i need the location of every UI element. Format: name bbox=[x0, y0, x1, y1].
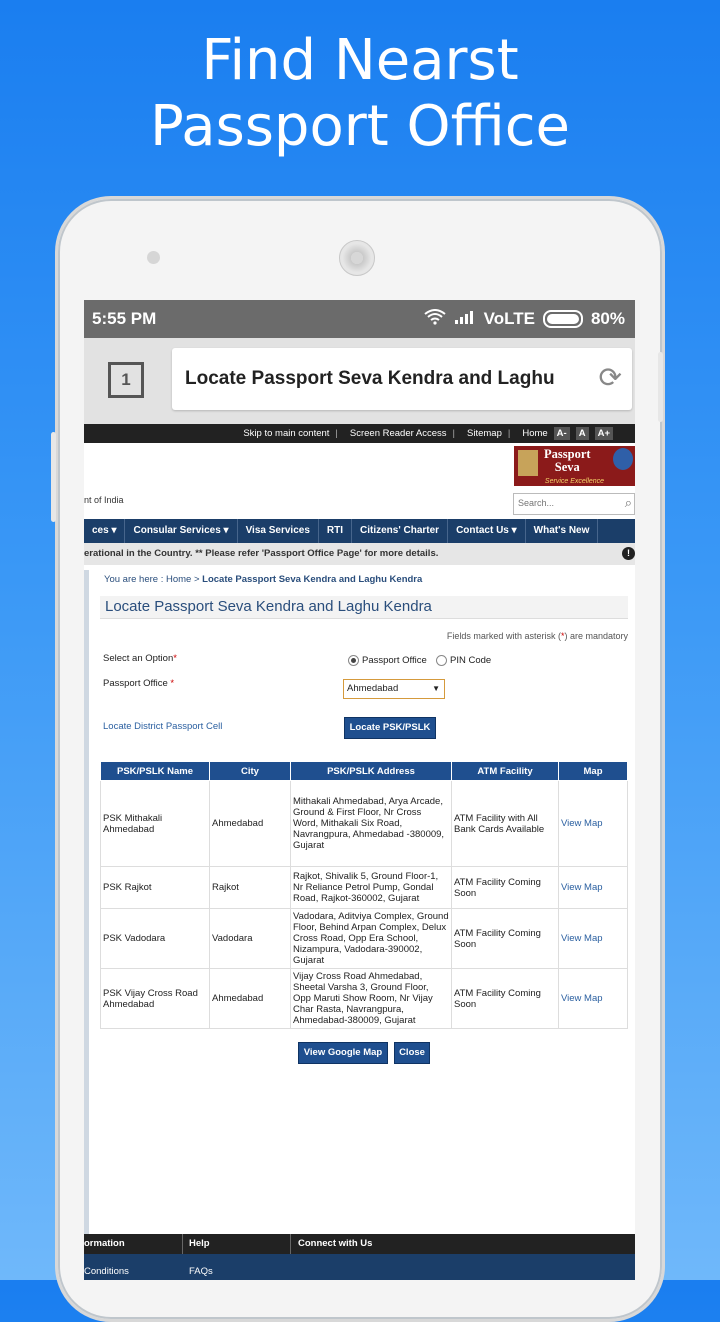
cell-city: Ahmedabad bbox=[210, 969, 291, 1029]
globe-icon bbox=[613, 448, 633, 470]
address-bar-title: Locate Passport Seva Kendra and Laghu bbox=[185, 368, 555, 389]
footer-heading-help: Help bbox=[189, 1238, 210, 1249]
mandatory-note-post: ) are mandatory bbox=[564, 631, 628, 641]
cell-address: Rajkot, Shivalik 5, Ground Floor-1, Nr Reliance Petrol Pump, Gondal Road, Rajkot-360002, Gujarat bbox=[291, 867, 452, 909]
nav-item[interactable]: RTI bbox=[319, 519, 352, 543]
status-bar bbox=[84, 300, 635, 338]
cell-name: PSK Rajkot bbox=[101, 867, 210, 909]
table-row bbox=[101, 969, 628, 1029]
cell-atm: ATM Facility with All Bank Cards Available bbox=[452, 781, 559, 867]
radio-pin-code-dot[interactable] bbox=[436, 655, 447, 666]
site-header bbox=[84, 443, 635, 519]
passport-office-select[interactable] bbox=[343, 679, 445, 699]
notice-ticker bbox=[84, 543, 635, 565]
psk-results-table bbox=[100, 761, 628, 1029]
font-increase-button[interactable]: A+ bbox=[595, 427, 613, 440]
passport-office-selected: Ahmedabad bbox=[347, 683, 399, 694]
top-utility-bar: Skip to main content | Screen Reader Access | Sitemap | Home A- A A+ bbox=[84, 424, 635, 443]
sitemap-link[interactable]: Sitemap bbox=[467, 428, 502, 439]
cell-atm: ATM Facility Coming Soon bbox=[452, 867, 559, 909]
radio-passport-office[interactable] bbox=[348, 655, 427, 666]
table-header-row bbox=[101, 762, 628, 781]
info-icon[interactable]: ! bbox=[622, 547, 635, 560]
close-button[interactable]: Close bbox=[394, 1042, 430, 1064]
wifi-icon bbox=[424, 309, 446, 330]
main-nav bbox=[84, 519, 635, 543]
promo-line-1: Find Nearst bbox=[201, 28, 519, 93]
earpiece-speaker bbox=[339, 240, 375, 276]
cell-city: Vadodara bbox=[210, 909, 291, 969]
gov-text: nt of India bbox=[84, 495, 124, 505]
cell-city: Ahmedabad bbox=[210, 781, 291, 867]
footer-headings bbox=[84, 1234, 635, 1254]
breadcrumb-prefix[interactable]: You are here : Home > bbox=[104, 574, 203, 585]
home-link[interactable]: Home bbox=[522, 428, 548, 439]
header-name: PSK/PSLK Name bbox=[101, 762, 210, 781]
screen-reader-link[interactable]: Screen Reader Access bbox=[349, 428, 447, 439]
cell-city: Rajkot bbox=[210, 867, 291, 909]
footer-links bbox=[84, 1254, 635, 1280]
cell-atm: ATM Facility Coming Soon bbox=[452, 969, 559, 1029]
font-normal-button[interactable]: A bbox=[576, 427, 589, 440]
locate-district-link[interactable]: Locate District Passport Cell bbox=[103, 721, 223, 732]
notice-text: erational in the Country. ** Please refer 'Passport Office Page' for more details. bbox=[84, 548, 439, 559]
select-option-label-text: Select an Option bbox=[103, 653, 174, 664]
footer-heading-connect: Connect with Us bbox=[298, 1238, 373, 1249]
page-title: Locate Passport Seva Kendra and Laghu Kendra bbox=[100, 596, 628, 619]
signal-icon bbox=[454, 309, 476, 329]
cell-name: PSK Vijay Cross Road Ahmedabad bbox=[101, 969, 210, 1029]
radio-pin-code[interactable] bbox=[436, 655, 491, 666]
footer-heading-information: ormation bbox=[84, 1238, 125, 1249]
address-bar[interactable] bbox=[172, 348, 632, 410]
promo-heading bbox=[0, 28, 720, 160]
table-row bbox=[101, 867, 628, 909]
logo-text bbox=[544, 448, 591, 474]
breadcrumb bbox=[100, 570, 628, 590]
asterisk: * bbox=[560, 631, 565, 641]
header-city: City bbox=[210, 762, 291, 781]
reload-icon[interactable]: ⟳ bbox=[598, 362, 622, 393]
promo-line-2: Passport Office bbox=[150, 94, 570, 159]
radio-passport-office-dot[interactable] bbox=[348, 655, 359, 666]
nav-item[interactable]: Consular Services ▾ bbox=[125, 519, 237, 543]
cell-address: Mithakali Ahmedabad, Arya Arcade, Ground & First Floor, Nr Cross Word, Mithakali Six Road, Navrangpura, Ahmedabad -380009, Gujarat bbox=[291, 781, 452, 867]
front-camera bbox=[147, 251, 160, 264]
network-type: VoLTE bbox=[483, 309, 535, 328]
passport-seva-logo[interactable] bbox=[514, 446, 635, 486]
main-content bbox=[100, 570, 628, 1064]
cell-address: Vadodara, Aditviya Complex, Ground Floor, Behind Arpan Complex, Delux Cross Road, Opp Era School, Nizampura, Vadodara-390002, Gujarat bbox=[291, 909, 452, 969]
emblem-icon bbox=[518, 450, 538, 476]
locate-form bbox=[100, 651, 628, 761]
header-address: PSK/PSLK Address bbox=[291, 762, 452, 781]
font-decrease-button[interactable]: A- bbox=[554, 427, 570, 440]
volume-button bbox=[51, 432, 56, 522]
search-input[interactable] bbox=[514, 494, 618, 512]
select-option-label: Select an Option* bbox=[103, 653, 177, 664]
nav-item[interactable]: Visa Services bbox=[238, 519, 319, 543]
tab-switcher-button[interactable]: 1 bbox=[108, 362, 144, 398]
web-page bbox=[84, 424, 635, 1280]
footer-link-faqs[interactable]: FAQs bbox=[189, 1266, 213, 1277]
chevron-down-icon: ▼ bbox=[432, 684, 440, 693]
power-button bbox=[658, 352, 663, 422]
nav-item[interactable]: ces ▾ bbox=[84, 519, 125, 543]
footer-link-conditions[interactable]: Conditions bbox=[84, 1266, 129, 1277]
mandatory-note-pre: Fields marked with asterisk ( bbox=[446, 631, 561, 641]
logo-line-1: Passport bbox=[544, 447, 591, 461]
cell-address: Vijay Cross Road Ahmedabad, Sheetal Varsha 3, Ground Floor, Opp Maruti Show Room, Nr Vijay Char Rasta, Navrangpura, Ahmedabad-380009, Gujarat bbox=[291, 969, 452, 1029]
battery-icon bbox=[543, 310, 583, 328]
passport-office-label: Passport Office * bbox=[103, 678, 175, 689]
table-row bbox=[101, 909, 628, 969]
view-map-link[interactable]: View Map bbox=[559, 909, 628, 969]
view-map-link[interactable]: View Map bbox=[559, 969, 628, 1029]
phone-screen bbox=[84, 300, 635, 1280]
cell-atm: ATM Facility Coming Soon bbox=[452, 909, 559, 969]
nav-item[interactable]: Contact Us ▾ bbox=[448, 519, 526, 543]
site-search bbox=[513, 493, 635, 515]
header-map: Map bbox=[559, 762, 628, 781]
mandatory-note bbox=[100, 631, 628, 641]
browser-toolbar bbox=[84, 338, 635, 424]
locate-psk-button[interactable]: Locate PSK/PSLK bbox=[344, 717, 436, 739]
nav-item[interactable]: What's New bbox=[526, 519, 599, 543]
logo-tagline: Service Excellence bbox=[544, 478, 605, 485]
radio-pin-code-label: PIN Code bbox=[450, 655, 492, 666]
left-sidebar-edge bbox=[84, 570, 89, 1270]
header-atm: ATM Facility bbox=[452, 762, 559, 781]
skip-link[interactable]: Skip to main content bbox=[243, 428, 330, 439]
cell-name: PSK Mithakali Ahmedabad bbox=[101, 781, 210, 867]
view-google-map-button[interactable]: View Google Map bbox=[298, 1042, 388, 1064]
breadcrumb-current: Locate Passport Seva Kendra and Laghu Kendra bbox=[202, 574, 423, 585]
status-time: 5:55 PM bbox=[92, 309, 157, 328]
view-map-link[interactable]: View Map bbox=[559, 781, 628, 867]
battery-percent: 80% bbox=[590, 309, 625, 328]
radio-passport-office-label: Passport Office bbox=[362, 655, 427, 666]
result-actions bbox=[100, 1042, 628, 1064]
logo-line-2: Seva bbox=[554, 460, 580, 474]
table-row bbox=[101, 781, 628, 867]
view-map-link[interactable]: View Map bbox=[559, 867, 628, 909]
passport-office-label-text: Passport Office bbox=[103, 678, 171, 689]
search-icon[interactable]: ⌕ bbox=[624, 495, 632, 510]
nav-item[interactable]: Citizens' Charter bbox=[352, 519, 448, 543]
cell-name: PSK Vadodara bbox=[101, 909, 210, 969]
